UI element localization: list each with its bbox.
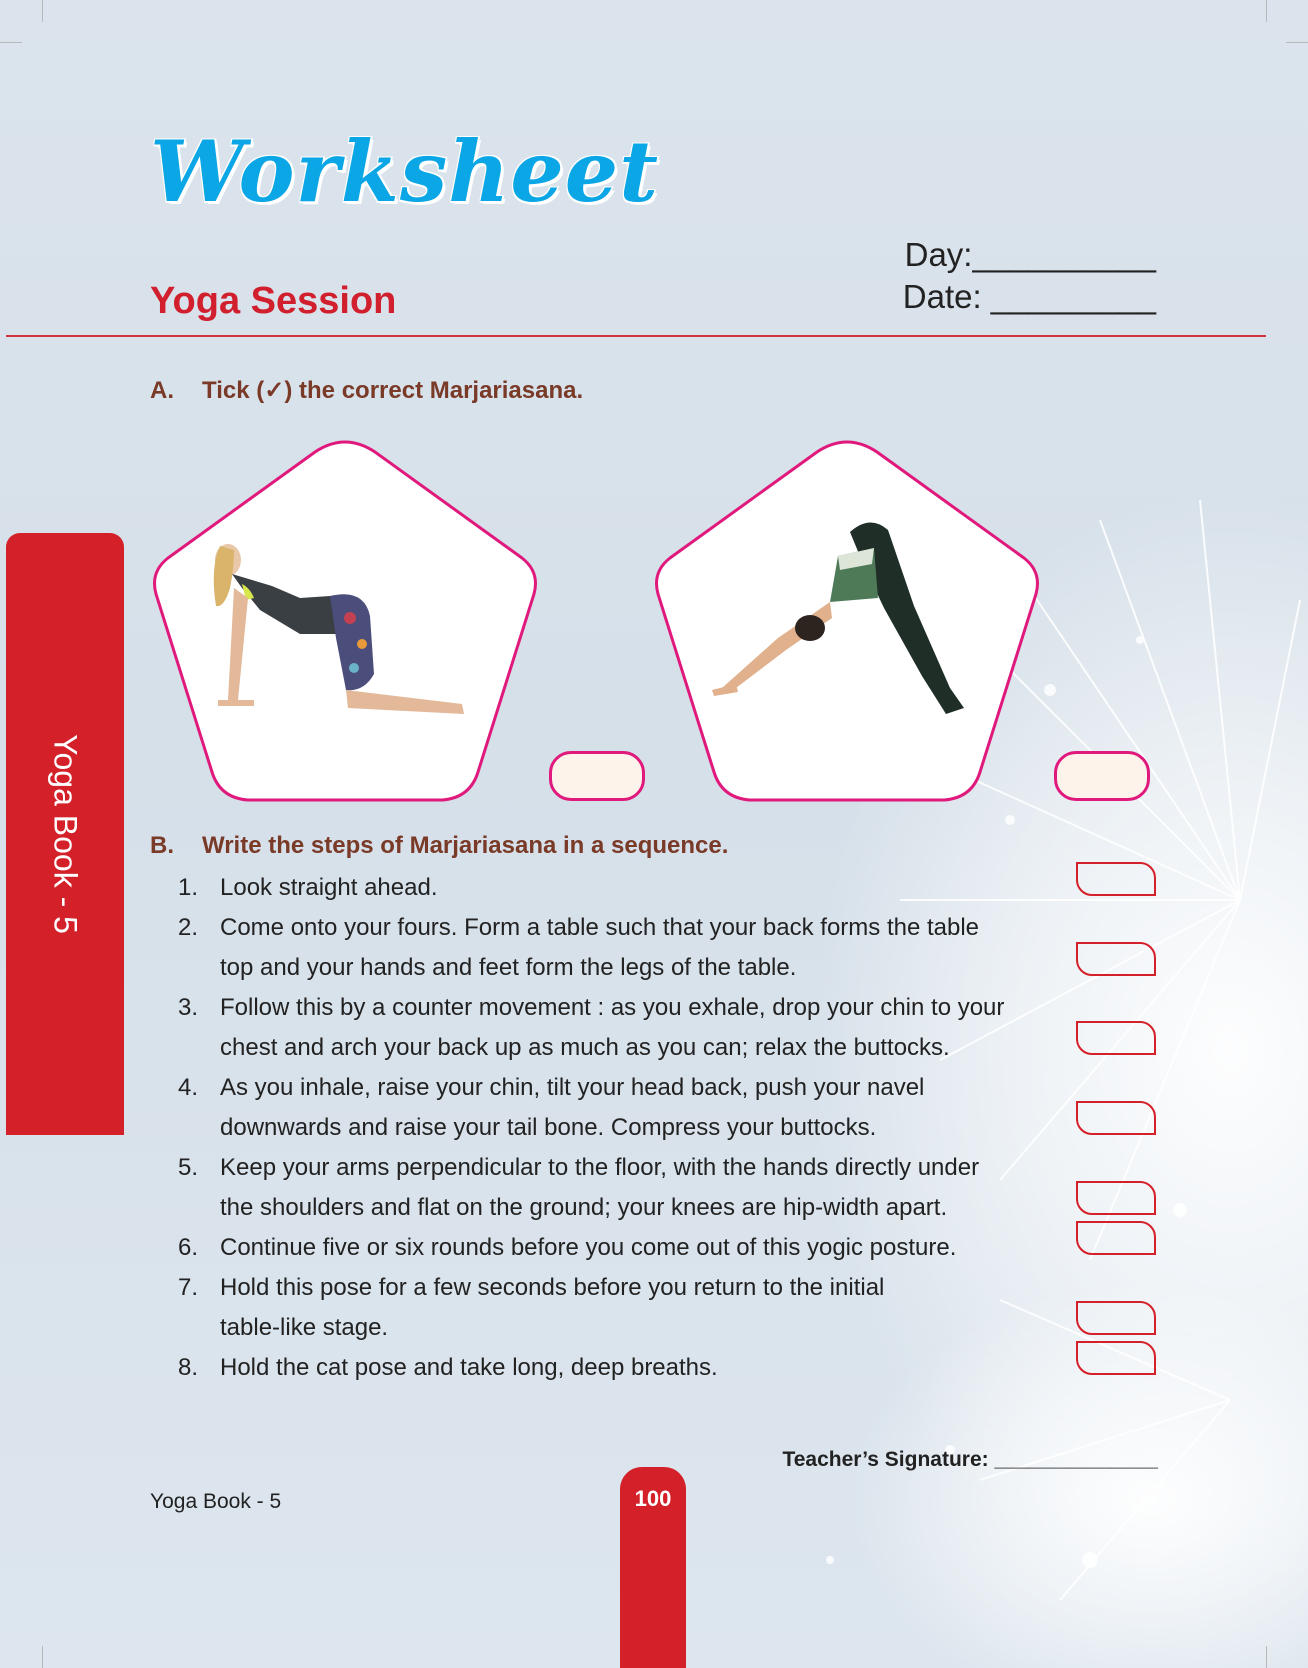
step-text: Keep your arms perpendicular to the floor, with the hands directly under — [220, 1154, 980, 1181]
sequence-answer-box[interactable] — [1076, 1341, 1156, 1375]
side-tab-label: Yoga Book - 5 — [47, 734, 84, 934]
pose-image-down-dog — [652, 438, 1042, 810]
footer-book-label: Yoga Book - 5 — [150, 1490, 282, 1513]
header-divider — [6, 335, 1266, 337]
step-text: chest and arch your back up as much as you can; relax the buttocks. — [220, 1034, 950, 1061]
step-text: Follow this by a counter movement : as you exhale, drop your chin to your — [220, 994, 1005, 1021]
step-number: 8. — [177, 1354, 198, 1381]
crop-mark — [42, 1646, 43, 1668]
list-item — [150, 988, 1070, 1068]
day-field[interactable]: Day:__________ — [904, 236, 1156, 273]
list-item — [150, 1348, 1070, 1388]
step-number: 7. — [177, 1274, 198, 1301]
step-text: Come onto your fours. Form a table such that your back forms the table — [220, 914, 980, 941]
sequence-answer-box[interactable] — [1076, 942, 1156, 976]
teacher-signature-field[interactable]: Teacher’s Signature: ______________ — [782, 1448, 1158, 1471]
pose-image-cat — [150, 438, 540, 810]
step-text: the shoulders and flat on the ground; your knees are hip-width apart. — [220, 1194, 948, 1221]
section-b-instruction: Write the steps of Marjariasana in a sequence. — [202, 832, 729, 859]
section-a-question — [150, 376, 583, 405]
crop-mark — [42, 0, 43, 22]
list-item — [150, 1268, 1070, 1348]
section-b-letter: B. — [150, 832, 174, 859]
section-b-question — [150, 832, 728, 860]
sequence-answer-box[interactable] — [1076, 1221, 1156, 1255]
step-number: 2. — [177, 914, 198, 941]
step-number: 6. — [177, 1234, 198, 1261]
list-item — [150, 1228, 1070, 1268]
step-text: As you inhale, raise your chin, tilt your head back, push your navel — [220, 1074, 925, 1101]
step-text: top and your hands and feet form the legs of the table. — [220, 954, 797, 981]
tick-box-2[interactable] — [1054, 751, 1150, 801]
step-number: 5. — [177, 1154, 198, 1181]
sequence-answer-box[interactable] — [1076, 862, 1156, 896]
step-text: downwards and raise your tail bone. Compress your buttocks. — [220, 1114, 877, 1141]
section-a-instruction: Tick (✓) the correct Marjariasana. — [202, 377, 584, 404]
section-a-letter: A. — [150, 377, 174, 404]
step-number: 3. — [177, 994, 198, 1021]
steps-list — [150, 868, 1070, 1388]
crop-mark — [1266, 1646, 1267, 1668]
list-item — [150, 908, 1070, 988]
step-number: 1. — [177, 874, 198, 901]
crop-mark — [1266, 0, 1267, 22]
worksheet-title: Worksheet — [150, 122, 660, 221]
page-number: 100 — [634, 1486, 672, 1511]
crop-mark — [0, 42, 22, 43]
crop-mark — [1286, 42, 1308, 43]
step-text: Hold the cat pose and take long, deep breaths. — [220, 1354, 718, 1381]
list-item — [150, 1148, 1070, 1228]
list-item — [150, 868, 1070, 908]
step-number: 4. — [177, 1074, 198, 1101]
sequence-answer-box[interactable] — [1076, 1301, 1156, 1335]
date-field[interactable]: Date: _________ — [902, 278, 1156, 315]
step-text: Hold this pose for a few seconds before you return to the initial — [220, 1274, 885, 1301]
tick-box-1[interactable] — [549, 751, 645, 801]
step-text: Continue five or six rounds before you come out of this yogic posture. — [220, 1234, 957, 1261]
step-text: Look straight ahead. — [220, 874, 438, 901]
sequence-answer-box[interactable] — [1076, 1181, 1156, 1215]
list-item — [150, 1068, 1070, 1148]
step-text: table-like stage. — [220, 1314, 389, 1341]
sequence-answer-box[interactable] — [1076, 1101, 1156, 1135]
sequence-answer-box[interactable] — [1076, 1021, 1156, 1055]
worksheet-subtitle: Yoga Session — [150, 280, 397, 322]
